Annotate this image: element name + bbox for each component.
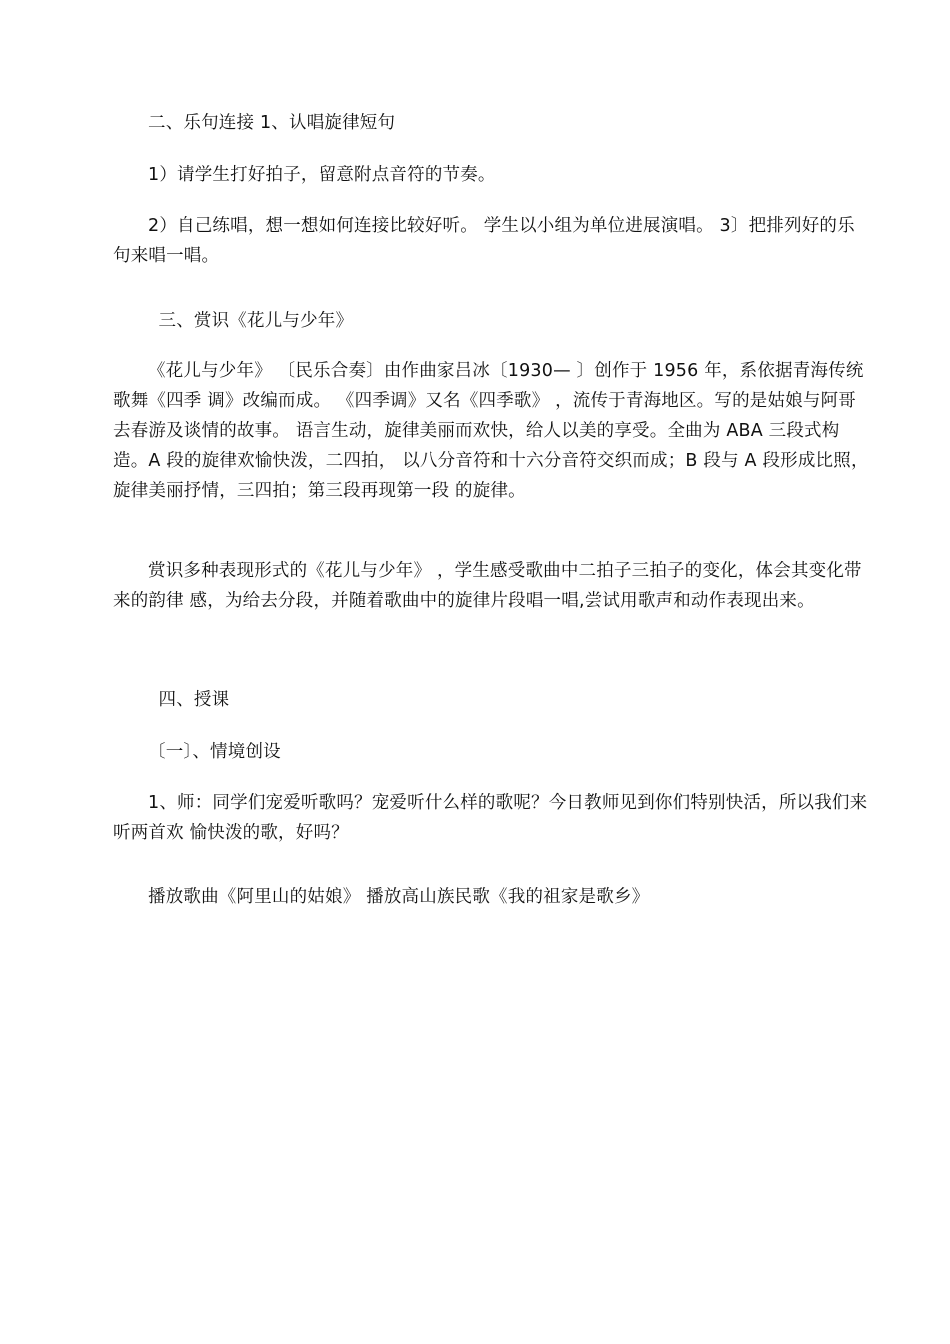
song-description-paragraph: 《花儿与少年》 〔民乐合奏〕由作曲家吕冰〔1930— 〕创作于 1956 年，系依据青海传统歌舞《四季 调》改编而成。 《四季调》又名《四季歌》 ，流传于青海地区。写的是姑娘与阿哥去春游及谈情的故事。 语言生动，旋律美丽而欢快，给人以美的享受。全曲为 ABA 三段式构造。A 段的旋律欢愉快泼，二四拍， 以八分音符和十六分音符交织而成；B 段与 A 段形成比照，旋律美丽抒情，三四拍；第三段再现第一段 的旋律。 xyxy=(113,361,869,501)
section-heading-appreciation: 三、赏识《花儿与少年》 xyxy=(158,311,354,331)
play-songs-paragraph: 播放歌曲《阿里山的姑娘》 播放高山族民歌《我的祖家是歌乡》 xyxy=(148,887,650,907)
section-heading-phrase-connection: 二、乐句连接 1、认唱旋律短句 xyxy=(148,113,396,133)
teacher-dialogue-paragraph: 1、师：同学们宠爱听歌吗？宠爱听什么样的歌呢？今日教师见到你们特别快活，所以我们来听两首欢 愉快泼的歌，好吗？ xyxy=(113,793,868,843)
section-heading-teaching: 四、授课 xyxy=(158,690,230,710)
subsection-heading-scenario: 〔一〕、情境创设 xyxy=(148,742,281,762)
step-2-paragraph: 2）自己练唱，想一想如何连接比较好听。 学生以小组为单位进展演唱。 3〕把排列好的乐句来唱一唱。 xyxy=(113,216,855,266)
appreciation-activity-paragraph: 赏识多种表现形式的《花儿与少年》 ，学生感受歌曲中二拍子三拍子的变化，体会其变化带来的韵律 感，为给去分段，并随着歌曲中的旋律片段唱一唱,尝试用歌声和动作表现出来。 xyxy=(113,561,862,611)
step-1-paragraph: 1）请学生打好拍子，留意附点音符的节奏。 xyxy=(148,165,496,185)
